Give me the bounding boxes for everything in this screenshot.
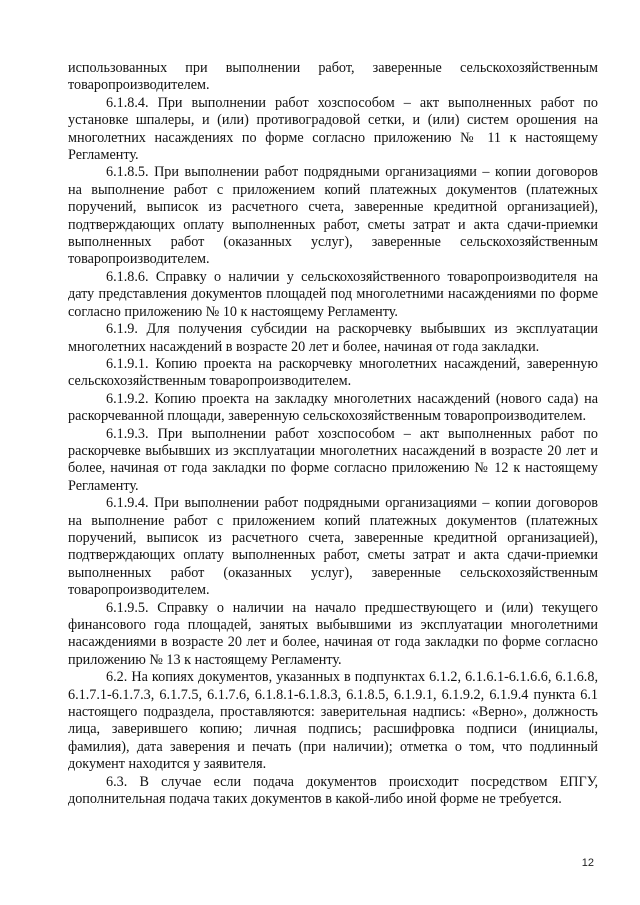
paragraph-6-1-9-4: 6.1.9.4. При выполнении работ подрядными организациями – копии договоров на выполнение работ с приложением копий платежных документов (платежных поручений, выписок из расчетного счета, заверенные кредитной организацией), подтверждающих оплату выполненных работ, сметы затрат и акта сдачи-приемки выполненных работ (оказанных услуг), заверенные сельскохозяйственным товаропроизводителем. — [68, 495, 598, 599]
page-number: 12 — [581, 857, 594, 869]
paragraph-6-1-9: 6.1.9. Для получения субсидии на раскорчевку выбывших из эксплуатации многолетних насаждений в возрасте 20 лет и более, начиная от года закладки. — [68, 321, 598, 355]
paragraph-6-1-9-3: 6.1.9.3. При выполнении работ хозспособом – акт выполненных работ по раскорчевке выбывших из эксплуатации многолетних насаждений в возрасте 20 лет и более, начиная от года закладки по форме согласно приложению № 12 к настоящему Регламенту. — [68, 425, 598, 494]
paragraph-6-1-8-4: 6.1.8.4. При выполнении работ хозспособом – акт выполненных работ по установке шпалеры, и (или) противоградовой сетки, и (или) систем орошения на многолетних насаждениях по форме согласно приложению № 11 к настоящему Регламенту. — [68, 94, 598, 164]
document-page — [68, 60, 598, 808]
paragraph-6-1-8-6: 6.1.8.6. Справку о наличии у сельскохозяйственного товаропроизводителя на дату представления документов площадей под многолетними насаждениями по форме согласно приложению № 10 к настоящему Регламенту. — [68, 268, 598, 320]
paragraph-6-2: 6.2. На копиях документов, указанных в подпунктах 6.1.2, 6.1.6.1-6.1.6.6, 6.1.6.8, 6.1.7.1-6.1.7.3, 6.1.7.5, 6.1.7.6, 6.1.8.1-6.1.8.3, 6.1.8.5, 6.1.9.1, 6.1.9.2, 6.1.9.4 пункта 6.1 настоящего подраздела, проставляются: заверительная надпись: «Верно», должность лица, заверившего копию; личная подпись; расшифровка подписи (инициалы, фамилия), дата заверения и печать (при наличии); отметка о том, что подлинный документ находится у заявителя. — [68, 669, 598, 773]
paragraph-6-1-9-2: 6.1.9.2. Копию проекта на закладку многолетних насаждений (нового сада) на раскорчеванной площади, заверенную сельскохозяйственным товаропроизводителем. — [68, 390, 598, 425]
paragraph-6-1-9-1: 6.1.9.1. Копию проекта на раскорчевку многолетних насаждений, заверенную сельскохозяйственным товаропроизводителем. — [68, 355, 598, 390]
paragraph-6-1-9-5: 6.1.9.5. Справку о наличии на начало предшествующего и (или) текущего финансового года площадей, занятых выбывшими из эксплуатации многолетними насаждениями в возрасте 20 лет и более, начиная от года закладки по форме согласно приложению № 13 к настоящему Регламенту. — [68, 599, 598, 668]
paragraph-continuation: использованных при выполнении работ, заверенные сельскохозяйственным товаропроизводителем. — [68, 60, 598, 94]
paragraph-6-1-8-5: 6.1.8.5. При выполнении работ подрядными организациями – копии договоров на выполнение работ с приложением копий платежных документов (платежных поручений, выписок из расчетного счета, заверенные кредитной организацией), подтверждающих оплату выполненных работ, сметы затрат и акта сдачи-приемки выполненных работ (оказанных услуг), заверенные сельскохозяйственным товаропроизводителем. — [68, 164, 598, 268]
paragraph-6-3: 6.3. В случае если подача документов происходит посредством ЕПГУ, дополнительная подача таких документов в какой-либо иной форме не требуется. — [68, 773, 598, 808]
